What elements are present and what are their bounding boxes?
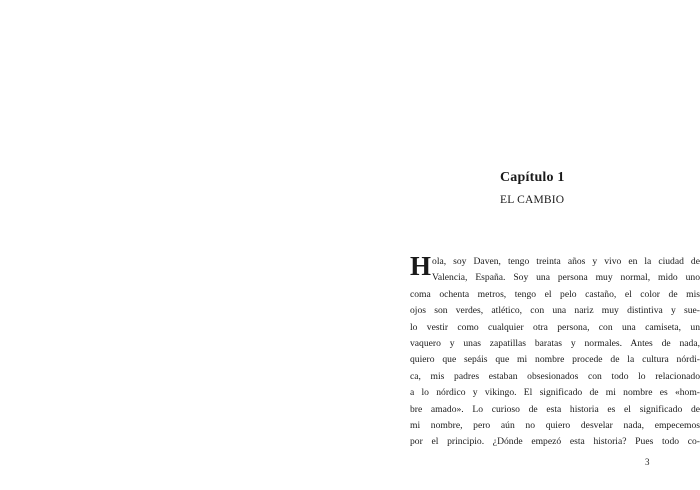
chapter-title: Capítulo 1 xyxy=(500,170,565,185)
text-line: lo vestir como cualquier otra persona, con una camiseta, un xyxy=(410,321,700,333)
text-line: mi nombre, pero aún no quiero desvelar nada, empecemos xyxy=(410,419,700,431)
text-line: ojos son verdes, atlético, con una nariz muy distintiva y sue- xyxy=(410,305,700,317)
page-number: 3 xyxy=(645,457,650,467)
text-line: vaquero y unas zapatillas baratas y normales. Antes de nada, xyxy=(410,337,700,349)
text-line: coma ochenta metros, tengo el pelo castaño, el color de mis xyxy=(410,288,700,300)
text-line: por el principio. ¿Dónde empezó esta historia? Pues todo co- xyxy=(410,436,700,448)
body-paragraph xyxy=(410,251,700,451)
text-line: ola, soy Daven, tengo treinta años y vivo en la ciudad de xyxy=(432,256,700,267)
right-page xyxy=(350,0,700,490)
chapter-subtitle: EL CAMBIO xyxy=(500,194,565,206)
text-line: ca, mis padres estaban obsesionados con todo lo relacionado xyxy=(410,370,700,382)
text-line: a lo nórdico y vikingo. El significado de mi nombre es «hom- xyxy=(410,387,700,399)
text-line: Valencia, España. Soy una persona muy normal, mido uno xyxy=(432,272,700,284)
text-line: bre amado». Lo curioso de esta historia es el significado de xyxy=(410,403,700,415)
chapter-heading xyxy=(500,168,680,208)
text-line: quiero que sepáis que mi nombre procede de la cultura nórdi- xyxy=(410,354,700,366)
drop-cap: H xyxy=(410,251,432,281)
